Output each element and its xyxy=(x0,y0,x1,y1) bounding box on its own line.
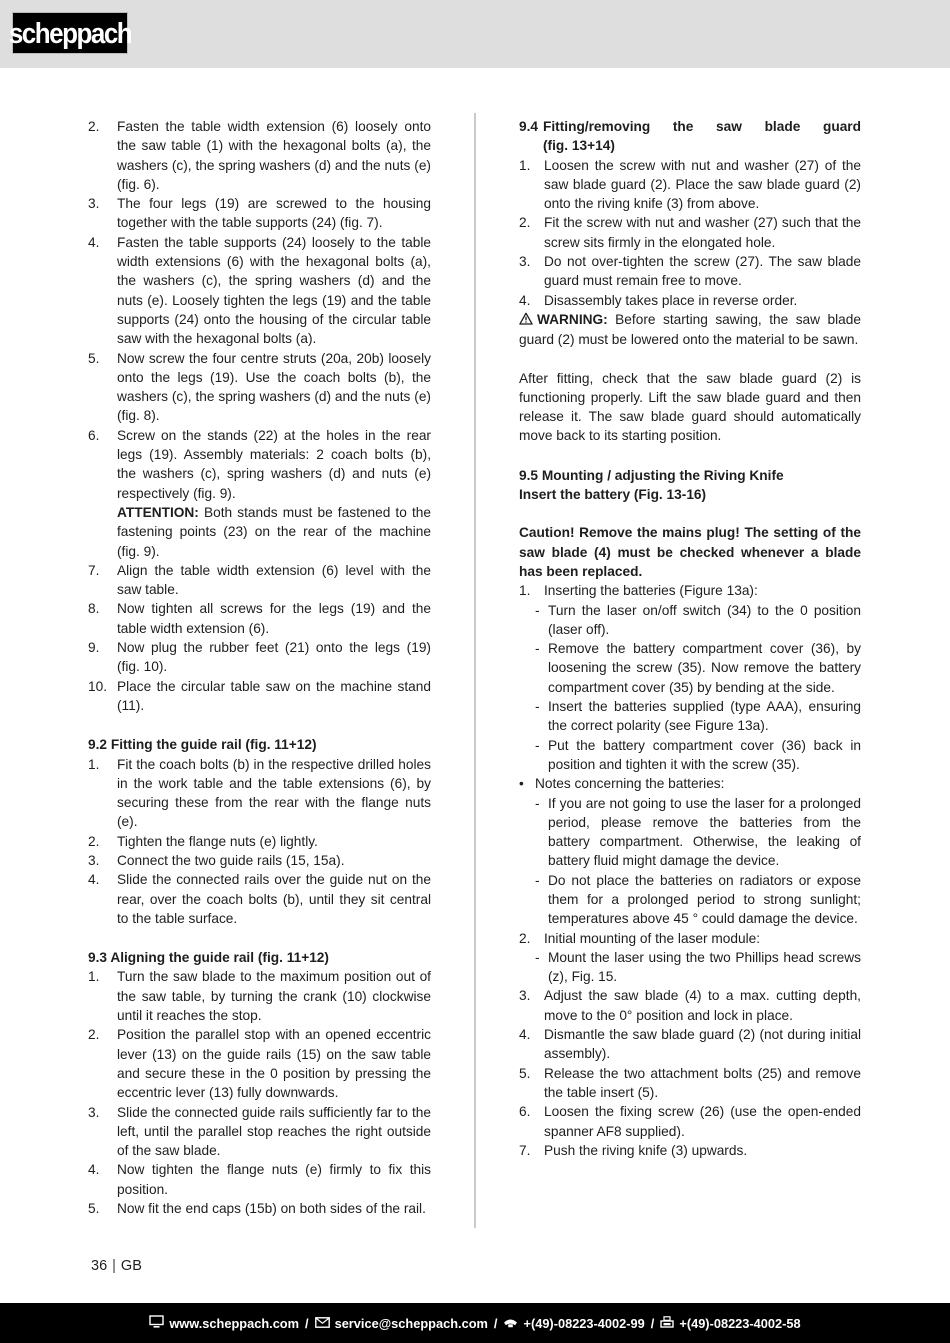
warning-paragraph: WARNING: Before starting sawing, the saw blade guard (2) must be lowered onto the material to be sawn. xyxy=(519,311,861,348)
attention-label: ATTENTION: xyxy=(117,504,199,520)
dash-marker: - xyxy=(535,795,540,811)
fax-segment xyxy=(660,1316,800,1331)
sub-list-item: - Insert the batteries supplied (type AAA), ensuring the correct polarity (see Figure 13a). xyxy=(535,699,861,734)
list-item: 4. Now tighten the flange nuts (e) firmly to fix this position. xyxy=(88,1162,431,1197)
website-segment xyxy=(149,1315,299,1331)
dash-marker: - xyxy=(535,737,540,753)
list-item: 4. Dismantle the saw blade guard (2) (not during initial assembly). xyxy=(519,1027,861,1062)
bullet-marker: • xyxy=(519,776,524,792)
list-item: 3. Do not over-tighten the screw (27). The saw blade guard must remain free to move. xyxy=(519,254,861,289)
email-address: service@scheppach.com xyxy=(334,1315,488,1331)
left-column xyxy=(88,117,431,1218)
warning-icon xyxy=(519,311,533,330)
dash-marker: - xyxy=(535,949,540,965)
list-item: 1. Fit the coach bolts (b) in the respective drilled holes in the work table and the table extensions (6), by securing these from the rear with the flange nuts (e). xyxy=(88,756,431,830)
section-heading-9-2: 9.2 Fitting the guide rail (fig. 11+12) xyxy=(88,737,317,753)
list-item: 7. Push the riving knife (3) upwards. xyxy=(519,1142,748,1158)
envelope-icon xyxy=(315,1316,330,1331)
list-item: 6. Screw on the stands (22) at the holes in the rear legs (19). Assembly materials: 2 coach bolts (b), the washers (c), spring washers (d) and nuts (e) respectively (fig. 9). xyxy=(88,427,431,501)
list-item: 1. Turn the saw blade to the maximum position out of the saw table, by turning the crank (10) clockwise until it reaches the stop. xyxy=(88,969,431,1024)
computer-icon xyxy=(149,1315,164,1331)
phone-segment xyxy=(503,1316,644,1331)
dash-marker: - xyxy=(535,699,540,715)
caution-paragraph: Caution! Remove the mains plug! The setting of the saw blade (4) must be checked whenever a blade has been replaced. xyxy=(519,525,861,579)
list-item: 7. Align the table width extension (6) level with the saw table. xyxy=(88,562,431,598)
list-item: 9. Now plug the rubber feet (21) onto the legs (19) (fig. 10). xyxy=(88,640,431,675)
list-item: 4. Fasten the table supports (24) loosely to the table width extensions (6) with the hexagonal bolts (a), the washers (c), the spring washers (d) and the nuts (e). Loosely tighten the legs (19) and the table supports (24) onto the housing of the circular table saw with the hexagonal bolts (a). xyxy=(88,234,431,347)
column-divider xyxy=(474,113,476,1228)
dash-marker: - xyxy=(535,602,540,618)
after-fitting-note: After fitting, check that the saw blade guard (2) is functioning properly. Lift the saw blade guard and then release it. The saw blade guard should automatically move back to its starting position. xyxy=(519,370,861,444)
logo-text: scheppach xyxy=(8,16,132,50)
list-item: 2. Position the parallel stop with an opened eccentric lever (13) on the guide rails (15) on the saw table and secure these in the 0 position by pressing the eccentric lever (13) fully downwards. xyxy=(88,1027,431,1101)
list-item: 10. Place the circular table saw on the machine stand (11). xyxy=(88,678,431,713)
section-heading-9-3: 9.3 Aligning the guide rail (fig. 11+12) xyxy=(88,950,329,966)
list-item: 2. Tighten the flange nuts (e) lightly. xyxy=(88,833,318,849)
phone-number: +(49)-08223-4002-99 xyxy=(523,1315,645,1331)
warning-label: WARNING: xyxy=(537,311,608,327)
email-segment xyxy=(315,1316,488,1331)
list-item: 4. Slide the connected rails over the guide nut on the rear, over the coach bolts (b), until they sit central to the table surface. xyxy=(88,872,431,926)
list-item: 2. Fasten the table width extension (6) loosely onto the saw table (1) with the hexagonal bolts (a), the washers (c), the spring washers (d) and the nuts (e) (fig. 6). xyxy=(88,119,431,192)
sub-list-item: - Put the battery compartment cover (36) back in position and tighten it with the screw (35). xyxy=(535,737,861,772)
sub-list-item: - Do not place the batteries on radiators or expose them for a prolonged period to strong sunlight; temperatures above 45 ° could damage the device. xyxy=(535,872,861,927)
list-item: 6. Loosen the fixing screw (26) (use the open-ended spanner AF8 supplied). xyxy=(519,1104,861,1139)
list-item: 3. Adjust the saw blade (4) to a max. cutting depth, move to the 0° position and lock in place. xyxy=(519,988,861,1023)
list-item: 4. Disassembly takes place in reverse order. xyxy=(519,292,798,308)
list-item: 2. Fit the screw with nut and washer (27) such that the screw sits firmly in the elongated hole. xyxy=(519,215,861,250)
scheppach-logo xyxy=(8,13,132,53)
attention-note: ATTENTION: Both stands must be fastened to the fastening points (23) on the rear of the machine (fig. 9). xyxy=(117,504,431,559)
list-item: 1. Loosen the screw with nut and washer (27) of the saw blade guard (2). Place the saw blade guard (2) onto the riving knife (3) from above. xyxy=(519,157,861,212)
right-column xyxy=(519,117,861,1160)
list-item: 5. Now screw the four centre struts (20a, 20b) loosely onto the legs (19). Use the coach bolts (b), the washers (c), the spring washers (d) and the nuts (e) (fig. 8). xyxy=(88,350,431,424)
heading-number: 9.4 xyxy=(519,119,539,134)
header-band xyxy=(0,0,950,68)
page-number-separator: | xyxy=(112,1258,116,1274)
list-item: 5. Release the two attachment bolts (25) and remove the table insert (5). xyxy=(519,1065,861,1100)
sub-list-item: - If you are not going to use the laser for a prolonged period, please remove the batteries from the battery compartment. Otherwise, the leaking of battery fluid might damage the device. xyxy=(535,795,861,869)
fax-number: +(49)-08223-4002-58 xyxy=(679,1315,801,1331)
fax-icon xyxy=(660,1316,674,1331)
list-item: 3. The four legs (19) are screwed to the housing together with the table supports (24) (fig. 7). xyxy=(88,196,431,231)
section-heading-9-4: 9.4 Fitting/removing the saw blade guard (fig. 13+14) xyxy=(519,119,861,154)
contact-bar: www.scheppach.com / service@scheppach.com / +(49)-08223-4002-99 / +(49)-08223-4002-58 xyxy=(0,1303,950,1343)
list-item: 3. Connect the two guide rails (15, 15a). xyxy=(88,852,345,868)
dash-marker: - xyxy=(535,872,540,888)
list-item: 1. Inserting the batteries (Figure 13a): xyxy=(519,583,758,599)
bullet-item: • Notes concerning the batteries: xyxy=(519,774,861,793)
list-item: 3. Slide the connected guide rails sufficiently far to the left, until the parallel stop reaches the right outside of the saw blade. xyxy=(88,1104,431,1159)
sub-list-item: - Mount the laser using the two Phillips head screws (z), Fig. 15. xyxy=(535,949,861,985)
section-heading-9-5: 9.5 Mounting / adjusting the Riving Knife Insert the battery (Fig. 13-16) xyxy=(519,467,784,503)
dash-marker: - xyxy=(535,641,540,657)
telephone-icon xyxy=(503,1316,518,1331)
sub-list-item: - Remove the battery compartment cover (36), by loosening the screw (35). Now remove the battery compartment cover (35) by bending at the side. xyxy=(535,641,861,695)
list-item: 5. Now fit the end caps (15b) on both sides of the rail. xyxy=(88,1201,426,1217)
language-code: GB xyxy=(120,1258,142,1274)
page-number: 36 | GB xyxy=(91,1258,142,1274)
list-item: 8. Now tighten all screws for the legs (19) and the table width extension (6). xyxy=(88,601,431,636)
list-item: 2. Initial mounting of the laser module: xyxy=(519,930,761,946)
website-url: www.scheppach.com xyxy=(169,1315,300,1331)
sub-list-item: - Turn the laser on/off switch (34) to the 0 position (laser off). xyxy=(535,602,861,637)
